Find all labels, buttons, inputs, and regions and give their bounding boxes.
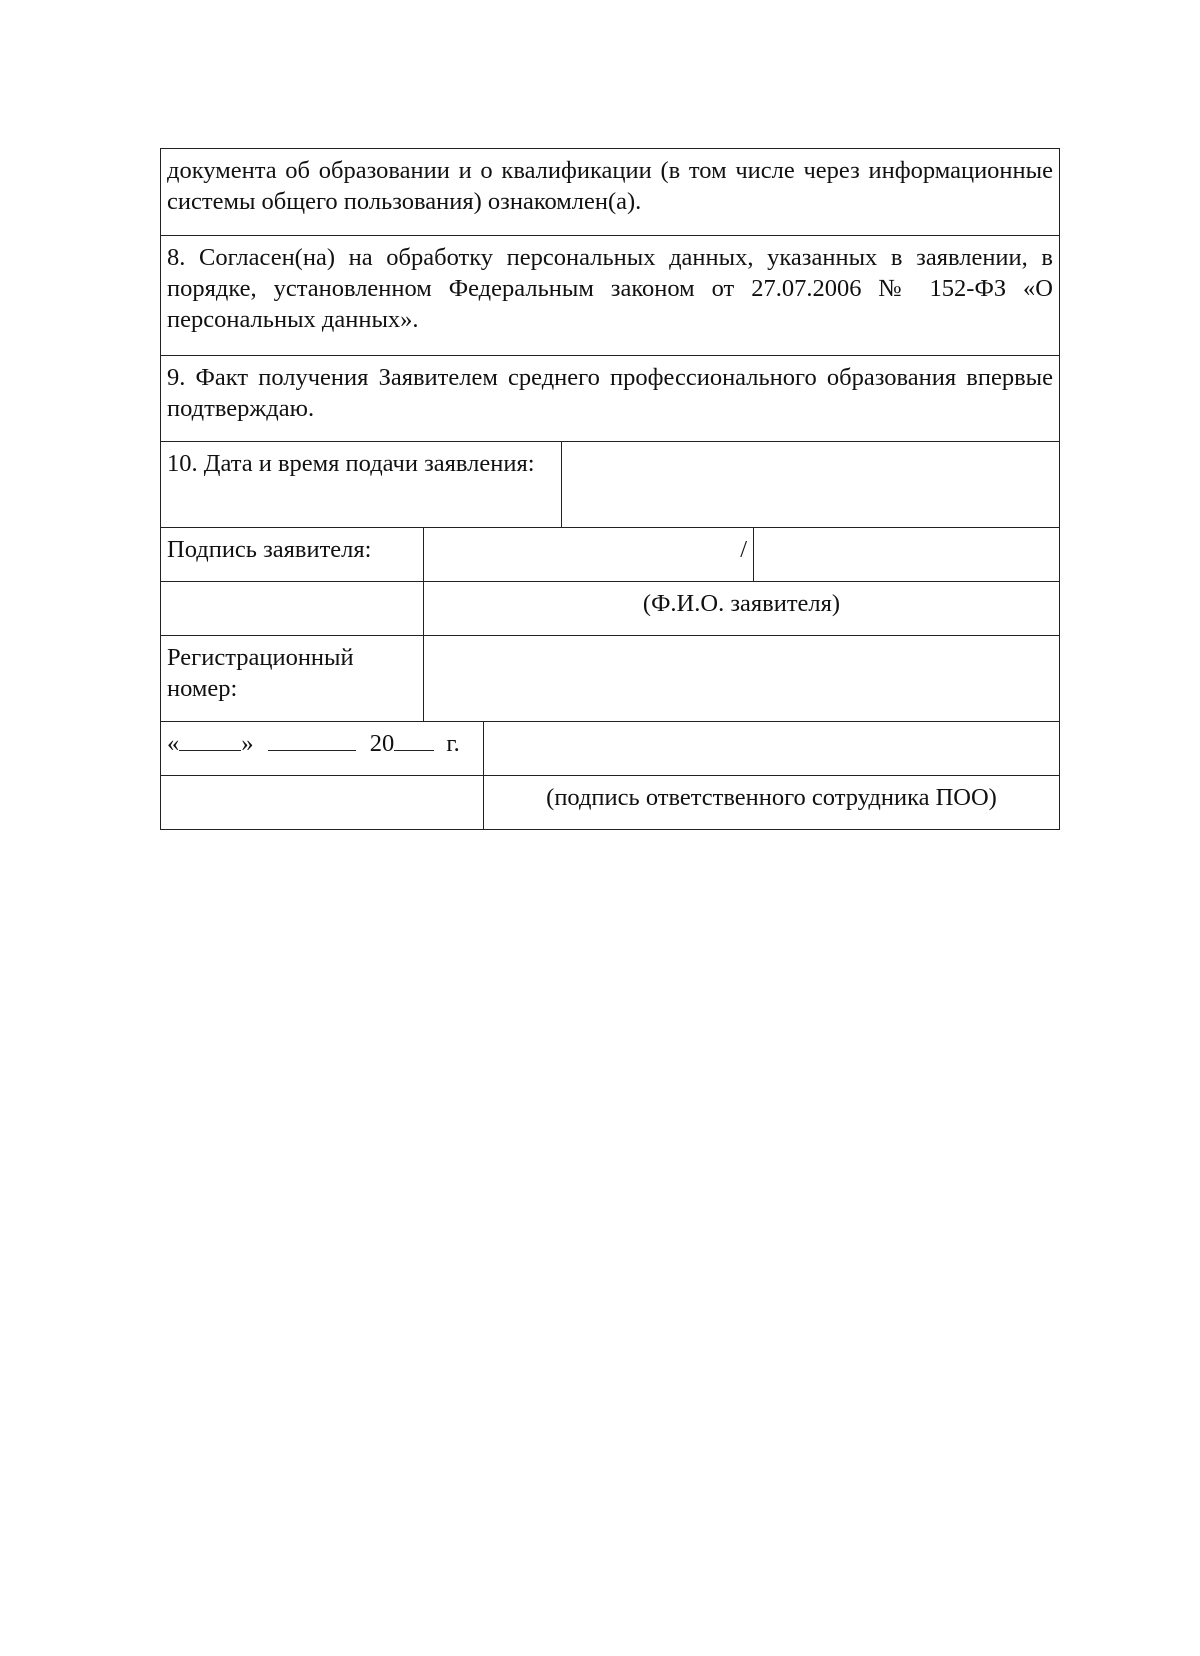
date-close-quote: » — [241, 730, 254, 757]
row-p10-submission-date — [161, 441, 1059, 527]
registration-date-field[interactable] — [161, 722, 483, 775]
p10-submission-date-field[interactable] — [561, 442, 1059, 527]
officer-caption-empty-cell — [161, 776, 483, 829]
officer-signature-caption: (подпись ответственного сотрудника ПОО) — [483, 776, 1059, 829]
registration-number-field[interactable] — [423, 636, 1059, 721]
row-registration-date — [161, 721, 1059, 775]
row-registration-number — [161, 635, 1059, 721]
officer-signature-field[interactable] — [483, 722, 1059, 775]
row-officer-signature-caption — [161, 775, 1059, 829]
date-year-blank[interactable] — [394, 728, 434, 751]
date-year-suffix: г. — [446, 730, 460, 757]
row-p9-confirmation — [161, 355, 1059, 441]
p8-consent-text: 8. Согласен(на) на обработку персональных данных, указанных в заявлении, в порядке, установленном Федеральным законом от 27.07.2006 № 152-ФЗ «О персональных данных». — [167, 244, 1053, 333]
row-p8-consent — [161, 235, 1059, 355]
fio-caption-empty-cell — [161, 582, 423, 635]
p7-continuation-text: документа об образовании и о квалификации (в том числе через информационные системы общего пользования) ознакомлен(а). — [167, 157, 1053, 215]
date-open-quote: « — [167, 730, 180, 757]
application-form-table — [160, 148, 1060, 830]
fio-caption-text: (Ф.И.О. заявителя) — [423, 582, 1059, 635]
applicant-name-field[interactable] — [753, 528, 1059, 581]
row-applicant-signature — [161, 527, 1059, 581]
row-fio-caption — [161, 581, 1059, 635]
applicant-signature-field[interactable] — [423, 528, 753, 581]
row-p7-continuation — [161, 149, 1059, 235]
p10-submission-date-label: 10. Дата и время подачи заявления: — [167, 450, 535, 477]
date-month-blank[interactable] — [268, 728, 356, 751]
date-year-prefix: 20 — [369, 730, 395, 757]
p9-confirmation-text: 9. Факт получения Заявителем среднего профессионального образования впервые подтверждаю. — [167, 364, 1053, 422]
signature-slash: / — [740, 536, 747, 563]
date-day-blank[interactable] — [179, 728, 241, 751]
applicant-signature-label: Подпись заявителя: — [167, 536, 372, 563]
registration-number-label: Регистрационный номер: — [167, 644, 354, 702]
